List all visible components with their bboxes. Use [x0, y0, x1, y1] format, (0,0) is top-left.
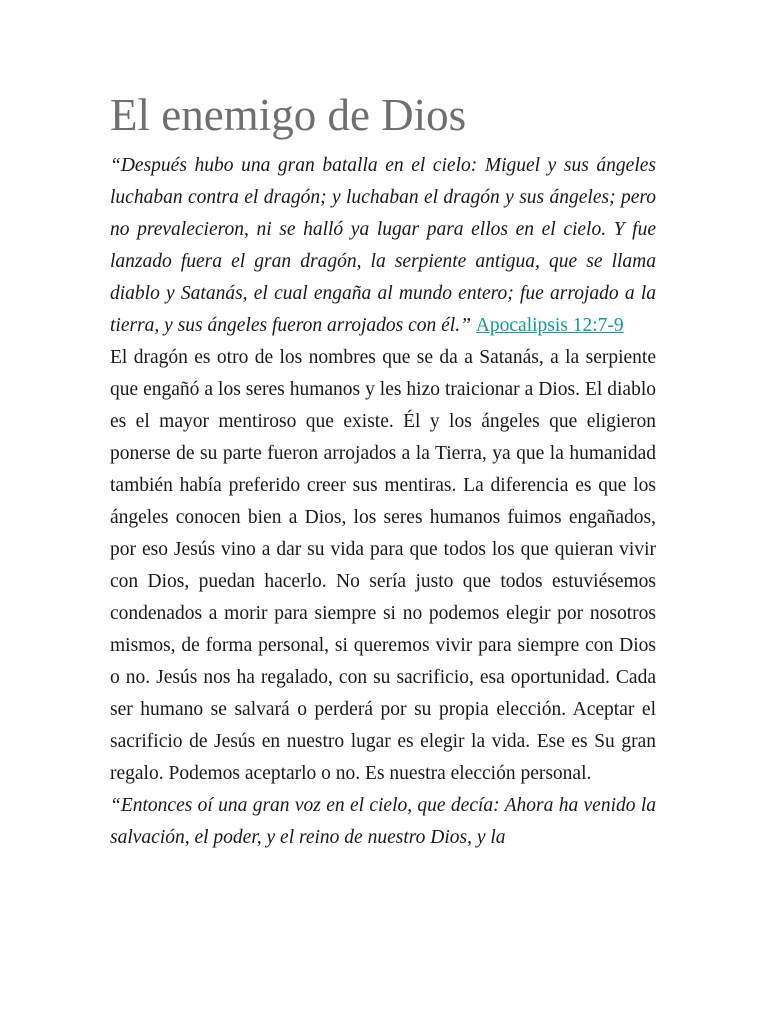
quote-2-text: “Entonces oí una gran voz en el cielo, que decía: Ahora ha venido la salvación, el poder, y el reino de nuestro Dios, y la	[110, 795, 656, 848]
page-title: El enemigo de Dios	[110, 90, 467, 140]
scripture-quote-2	[110, 790, 656, 854]
body-paragraph: El dragón es otro de los nombres que se da a Satanás, a la serpiente que engañó a los seres humanos y les hizo traicionar a Dios. El diablo es el mayor mentiroso que existe. Él y los ángeles que eligieron ponerse de su parte fueron arrojados a la Tierra, ya que la humanidad también había preferido creer sus mentiras. La diferencia es que los ángeles conocen bien a Dios, los seres humanos fuimos engañados, por eso Jesús vino a dar su vida para que todos los que quieran vivir con Dios, puedan hacerlo. No sería justo que todos estuviésemos condenados a morir para siempre si no podemos elegir por nosotros mismos, de forma personal, si queremos vivir para siempre con Dios o no. Jesús nos ha regalado, con su sacrificio, esa oportunidad. Cada ser humano se salvará o perderá por su propia elección. Aceptar el sacrificio de Jesús en nuestro lugar es elegir la vida. Ese es Su gran regalo. Podemos aceptarlo o no. Es nuestra elección personal.	[110, 347, 656, 784]
quote-text: “Después hubo una gran batalla en el cielo: Miguel y sus ángeles luchaban contra el dragón; y luchaban el dragón y sus ángeles; pero no prevalecieron, ni se halló ya lugar para ellos en el cielo. Y fue lanzado fuera el gran dragón, la serpiente antigua, que se llama diablo y Satanás, el cual engaña al mundo entero; fue arrojado a la tierra, y sus ángeles fueron arrojados con él.”	[110, 155, 656, 336]
scripture-reference-link[interactable]: Apocalipsis 12:7-9	[475, 315, 624, 336]
scripture-quote	[110, 150, 656, 342]
document-page	[110, 88, 656, 854]
